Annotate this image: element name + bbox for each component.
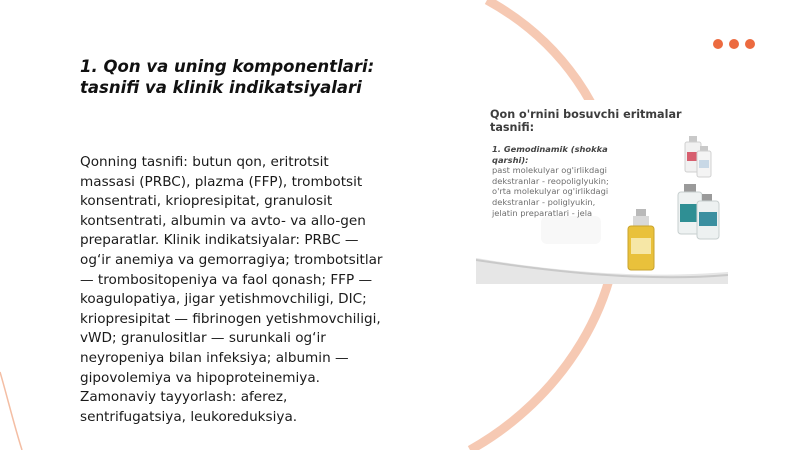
floor-shadow bbox=[476, 258, 728, 284]
bullet-text-line: past molekulyar og'irlikdagi bbox=[492, 165, 607, 176]
bullet-text-line: dekstranlar - poliglyukin, bbox=[492, 196, 596, 207]
title-line: tasnifi va klinik indikatsiyalari bbox=[80, 78, 362, 97]
body-line: koagulopatiya, jigar yetishmovchiligi, DIC; bbox=[80, 291, 367, 308]
thin-arc-shape bbox=[0, 372, 22, 450]
dot-icon bbox=[713, 39, 723, 49]
title-line: 1. Qon va uning komponentlari: bbox=[80, 57, 375, 76]
bullet-heading-line: 1. Gemodinamik (shokka bbox=[492, 144, 608, 154]
dot-icon bbox=[745, 39, 755, 49]
decorative-dots bbox=[713, 39, 755, 49]
slide-title bbox=[80, 56, 440, 98]
bullet-heading-line: qarshi): bbox=[492, 154, 529, 165]
body-line: sentrifugatsiya, leukoreduksiya. bbox=[80, 408, 298, 425]
body-line: — trombositopeniya va faol qonash; FFP — bbox=[80, 271, 373, 288]
body-line: konsentrati, kriopresipitat, granulosit bbox=[80, 193, 333, 210]
body-line: og‘ir anemiya va gemorragiya; trombotsitlar bbox=[80, 251, 383, 268]
image-title-line: tasnifi: bbox=[490, 121, 535, 135]
image-bullet bbox=[492, 144, 642, 218]
body-line: Zamonaviy tayyorlash: aferez, bbox=[80, 389, 288, 406]
body-line: kriopresipitat — fibrinogen yetishmovchiligi, bbox=[80, 310, 381, 327]
body-line: neyropeniya bilan infeksiya; albumin — bbox=[80, 349, 349, 366]
embedded-slide-image bbox=[476, 100, 728, 284]
slide-body-text bbox=[80, 153, 430, 427]
image-title-line: Qon o'rnini bosuvchi eritmalar bbox=[490, 108, 682, 121]
body-line: gipovolemiya va hipoproteinemiya. bbox=[80, 369, 321, 386]
bullet-text-line: o'rta molekulyar og'irlikdagi bbox=[492, 186, 609, 197]
body-line: kontsentrati, albumin va avto- va allo-gen bbox=[80, 212, 366, 229]
image-title bbox=[490, 108, 725, 135]
bullet-text-line: jelatin preparatlari - jela bbox=[492, 207, 593, 218]
dot-icon bbox=[729, 39, 739, 49]
body-line: preparatlar. Klinik indikatsiyalar: PRBC — bbox=[80, 232, 359, 249]
body-line: Qonning tasnifi: butun qon, eritrotsit bbox=[80, 154, 329, 170]
bullet-text-line: dekstranlar - reopoliglyukin; bbox=[492, 175, 609, 186]
body-line: vWD; granulositlar — surunkali og‘ir bbox=[80, 330, 326, 347]
body-line: massasi (PRBC), plazma (FFP), trombotsit bbox=[80, 173, 363, 190]
